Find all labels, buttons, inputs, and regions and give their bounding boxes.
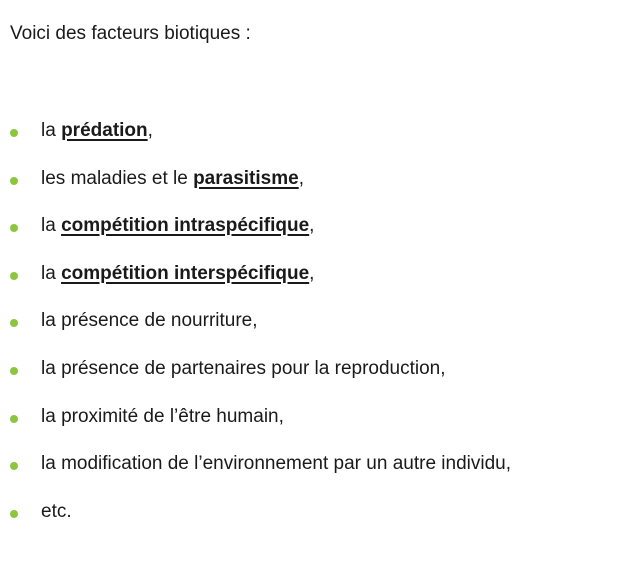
list-item-text: etc. [41,500,72,522]
list-item-text: la présence de partenaires pour la reproduction, [41,357,446,379]
bullet-icon [10,367,18,375]
list-item-text: la prédation, [41,120,153,141]
intro-text: Voici des facteurs biotiques : [10,23,251,44]
bullet-icon [10,129,18,137]
list-item-partenaires [0,358,643,406]
list-item-nourriture [0,310,643,358]
list-item-competition-inter [0,263,643,311]
bullet-icon [10,319,18,327]
term-link-predation[interactable]: prédation [61,120,148,141]
list-item-environnement [0,453,643,501]
list-item-text: la présence de nourriture, [41,310,258,332]
list-item-parasitisme [0,168,643,216]
list-item-etre-humain [0,406,643,454]
bullet-icon [10,510,18,518]
bullet-icon [10,462,18,470]
list-item-competition-intra [0,215,643,263]
term-link-competition-intraspecifique[interactable]: compétition intraspécifique [61,215,310,237]
term-link-competition-interspecifique[interactable]: compétition interspécifique [61,262,310,284]
bullet-icon [10,272,18,280]
list-item-text: la compétition intraspécifique, [41,215,315,237]
list-item-predation [0,120,643,168]
list-item-etc [0,501,643,549]
biotic-factors-list [0,120,643,548]
list-item-text: la compétition interspécifique, [41,262,315,284]
bullet-icon [10,415,18,423]
list-item-text: la modification de l’environnement par un autre individu, [41,453,511,475]
term-link-parasitisme[interactable]: parasitisme [193,167,299,189]
list-item-text: la proximité de l’être humain, [41,405,284,427]
bullet-icon [10,177,18,185]
list-item-text: les maladies et le parasitisme, [41,167,304,189]
bullet-icon [10,224,18,232]
